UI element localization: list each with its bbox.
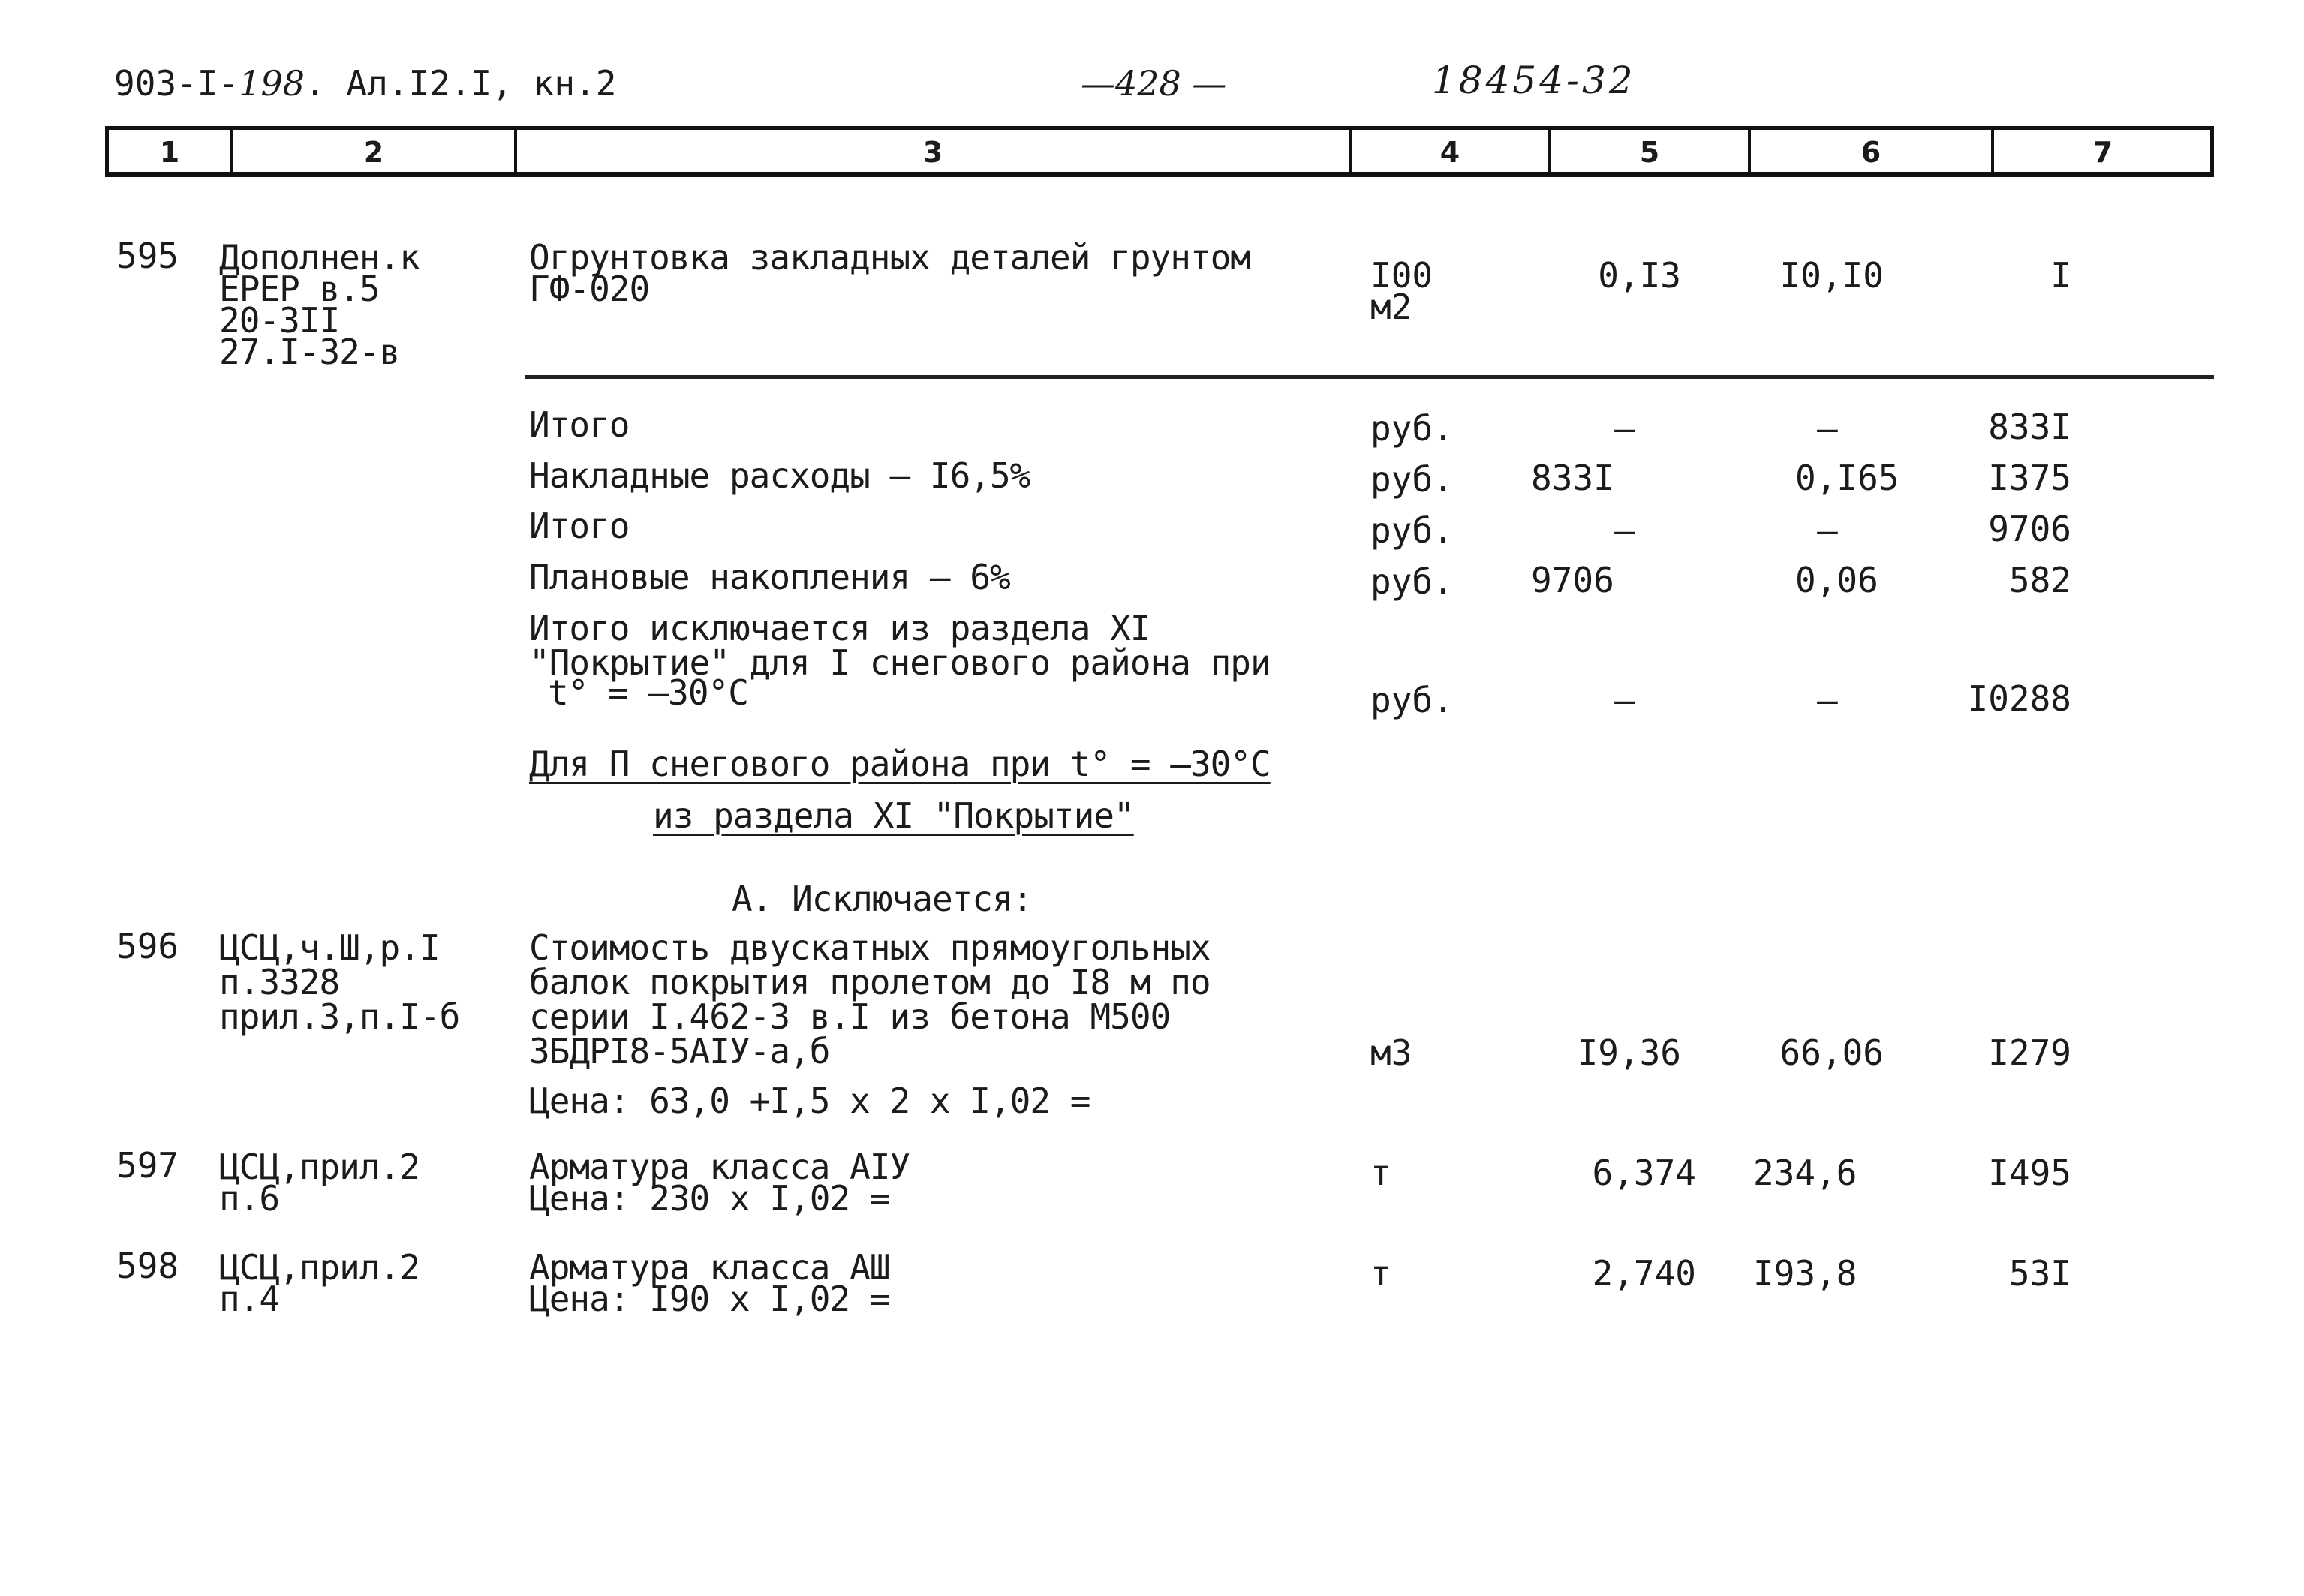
row-596-total: I279 [1988, 1032, 2071, 1073]
summary-4-label: Плановые накопления – 6% [529, 557, 1010, 597]
summary-1-total: 833I [1988, 407, 2071, 447]
row-597-description-line-2: Цена: 230 х I,02 = [529, 1178, 890, 1219]
row-598-unit: т [1370, 1253, 1391, 1294]
summary-4-base: 9706 [1531, 560, 1614, 600]
excluded-total-value: I0288 [1967, 678, 2071, 719]
row-598-description-line-2: Цена: I90 х I,02 = [529, 1279, 890, 1319]
row-596-price: 66,06 [1779, 1032, 1884, 1073]
row-595-description-line-1: Огрунтовка закладных деталей грунтом [529, 237, 1250, 278]
row-595-basis-line-4: 27.I-32-в [219, 332, 400, 372]
summary-2-unit: руб. [1370, 459, 1454, 500]
summary-4-rate: 0,06 [1795, 560, 1878, 600]
document-code [114, 63, 617, 104]
row-595-basis-line-1: Дополнен.к [219, 237, 420, 278]
column-header-1: 1 [159, 136, 180, 169]
summary-3-unit: руб. [1370, 510, 1454, 551]
column-header-table [105, 126, 2214, 177]
row-598-basis-line-2: п.4 [219, 1279, 280, 1319]
summary-3-label: Итого [529, 506, 630, 546]
row-595-basis-line-2: ЕРЕР в.5 [219, 269, 380, 309]
excluded-total-line-3: t° = –30°C [548, 672, 748, 713]
row-595-number: 595 [116, 236, 179, 276]
summary-1-base: – [1614, 408, 1635, 449]
excluded-total-unit: руб. [1370, 680, 1454, 720]
summary-2-label: Накладные расходы – I6,5% [529, 455, 1030, 496]
row-597-total: I495 [1988, 1153, 2071, 1193]
document-number-handwritten: 198 [239, 63, 305, 104]
row-595-unit-line-1: I00 [1370, 255, 1433, 296]
row-598-basis-line-1: ЦСЦ,прил.2 [219, 1247, 420, 1288]
row-598-total: 53I [2008, 1253, 2071, 1294]
summary-4-unit: руб. [1370, 561, 1454, 602]
row-596-description-line-3: серии I.462-3 в.I из бетона М500 [529, 996, 1171, 1037]
row-597-unit: т [1370, 1153, 1391, 1193]
summary-1-unit: руб. [1370, 408, 1454, 449]
section-title-line-1: Для П снегового района при t° = –30°C [529, 744, 1271, 784]
summary-3-rate: – [1817, 510, 1838, 551]
column-header-5: 5 [1639, 136, 1660, 169]
column-header-4: 4 [1439, 136, 1460, 169]
column-header-7: 7 [2092, 136, 2113, 169]
summary-1-label: Итого [529, 404, 630, 445]
row-596-basis-line-3: прил.3,п.I-б [219, 996, 460, 1037]
row-595-quantity: 0,I3 [1598, 255, 1681, 296]
excluded-total-rate: – [1817, 680, 1838, 720]
section-title-line-2: из раздела XI "Покрытие" [653, 795, 1134, 836]
subtotal-separator-line [525, 375, 2214, 379]
row-596-basis-line-1: ЦСЦ,ч.Ш,р.I [219, 927, 440, 968]
row-597-quantity: 6,374 [1592, 1153, 1696, 1193]
summary-2-total: I375 [1988, 458, 2071, 498]
summary-2-base: 833I [1531, 458, 1614, 498]
page-number: —428 — [1081, 63, 1227, 104]
row-598-number: 598 [116, 1246, 179, 1286]
row-598-description-line-1: Арматура класса АШ [529, 1247, 890, 1288]
inventory-number: 18454-32 [1432, 59, 1636, 102]
row-595-price: I0,I0 [1779, 255, 1884, 296]
row-596-price-formula: Цена: 63,0 +I,5 х 2 х I,02 = [529, 1081, 1090, 1121]
column-header-2: 2 [363, 136, 384, 169]
row-596-quantity: I9,36 [1577, 1032, 1681, 1073]
summary-2-rate: 0,I65 [1795, 458, 1899, 498]
row-596-number: 596 [116, 926, 179, 966]
subsection-heading: А. Исключается: [732, 879, 1033, 919]
excluded-total-line-1: Итого исключается из раздела XI [529, 608, 1150, 648]
row-598-quantity: 2,740 [1592, 1253, 1696, 1294]
row-596-basis-line-2: п.3328 [219, 962, 340, 1002]
row-595-total: I [2050, 255, 2071, 296]
row-598-price: I93,8 [1753, 1253, 1857, 1294]
row-595-unit-line-2: м2 [1370, 287, 1412, 327]
row-595-basis-line-3: 20-3II [219, 300, 340, 341]
row-597-basis-line-1: ЦСЦ,прил.2 [219, 1147, 420, 1187]
row-595-description-line-2: ГФ-020 [529, 269, 650, 309]
row-596-description-line-1: Стоимость двускатных прямоугольных [529, 927, 1211, 968]
column-header-6: 6 [1860, 136, 1881, 169]
row-597-basis-line-2: п.6 [219, 1178, 280, 1219]
excluded-total-line-2: "Покрытие" для I снегового района при [529, 642, 1271, 683]
row-597-price: 234,6 [1753, 1153, 1857, 1193]
excluded-total-base: – [1614, 680, 1635, 720]
summary-3-total: 9706 [1988, 509, 2071, 549]
row-596-description-line-2: балок покрытия пролетом до I8 м по [529, 962, 1211, 1002]
row-597-number: 597 [116, 1145, 179, 1186]
row-597-description-line-1: Арматура класса АIУ [529, 1147, 910, 1187]
summary-3-base: – [1614, 510, 1635, 551]
summary-4-total: 582 [2008, 560, 2071, 600]
row-596-unit: м3 [1370, 1032, 1412, 1073]
row-596-description-line-4: 3БДРI8-5АIУ-а,б [529, 1031, 830, 1072]
album-reference: . Ал.I2.I, кн.2 [304, 63, 617, 104]
summary-1-rate: – [1817, 408, 1838, 449]
column-header-3: 3 [922, 136, 943, 169]
document-code-prefix: 903-I- [114, 63, 239, 104]
